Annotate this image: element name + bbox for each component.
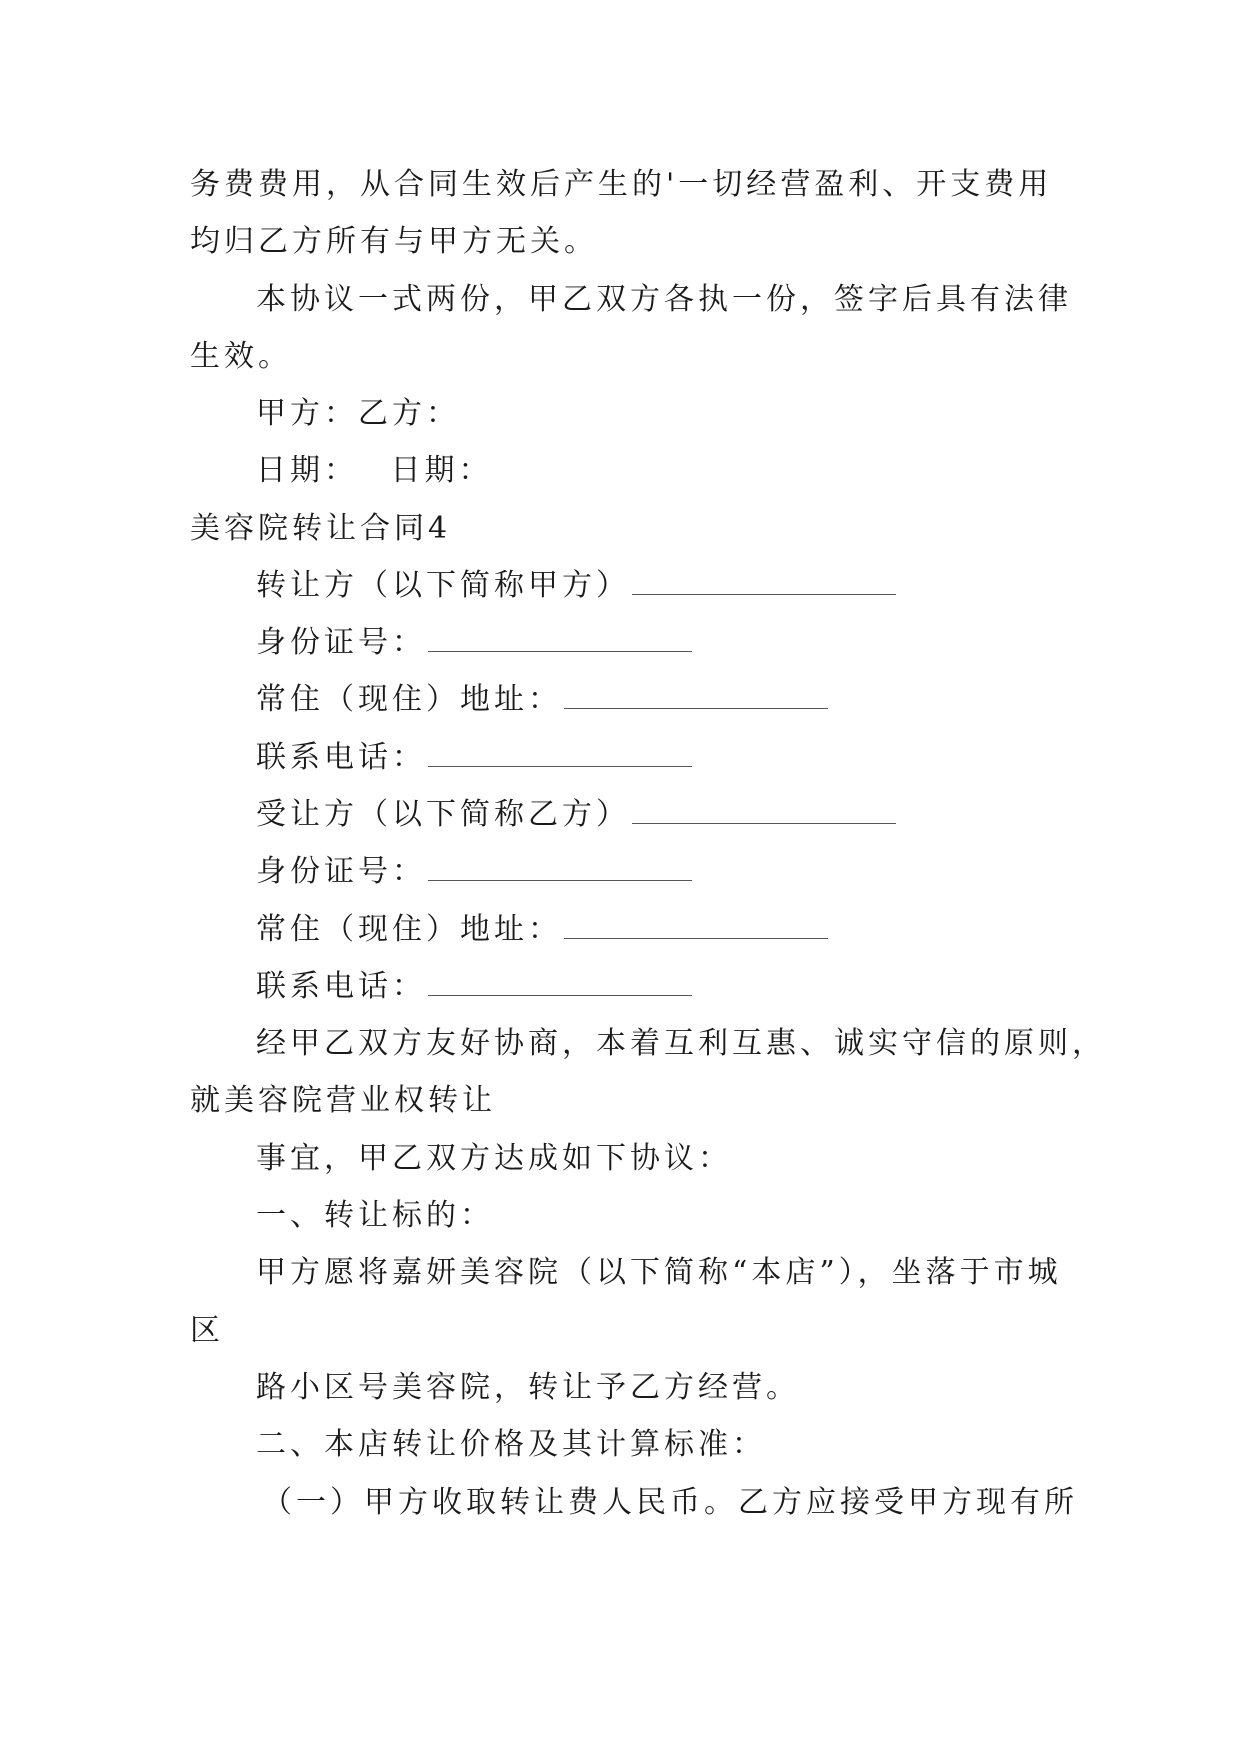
paragraph-line: 就美容院营业权转让 — [190, 1083, 496, 1118]
blank-line — [632, 568, 896, 595]
blank-line — [428, 740, 692, 767]
blank-line — [632, 797, 896, 824]
blank-line — [428, 854, 692, 881]
field-label: 常住（现住）地址： — [256, 682, 562, 717]
paragraph-line: 务费费用，从合同生效后产生的'一切经营盈利、开支费用 — [190, 167, 1053, 202]
field-label: 身份证号： — [256, 625, 426, 660]
form-field — [256, 738, 1116, 778]
form-field — [256, 680, 1116, 720]
paragraph-line: 本协议一式两份，甲乙双方各执一份，签字后具有法律 — [256, 282, 1072, 317]
signature-line: 甲方：乙方： — [256, 396, 460, 431]
paragraph-line: 生效。 — [190, 339, 292, 374]
blank-line — [428, 625, 692, 652]
field-label: 转让方（以下简称甲方） — [256, 568, 630, 603]
form-field — [256, 910, 1116, 950]
clause-heading: 一、转让标的： — [256, 1198, 494, 1233]
field-label: 常住（现住）地址： — [256, 912, 562, 947]
paragraph-line: 经甲乙双方友好协商，本着互利互惠、诚实守信的原则， — [256, 1026, 1106, 1061]
blank-line — [564, 682, 828, 709]
field-label: 身份证号： — [256, 854, 426, 889]
paragraph-line: 均归乙方所有与甲方无关。 — [190, 224, 598, 259]
form-field — [256, 566, 1116, 606]
form-field — [256, 795, 1116, 835]
field-label: 联系电话： — [256, 969, 426, 1004]
clause-heading: 二、本店转让价格及其计算标准： — [256, 1427, 766, 1462]
form-field — [256, 623, 1116, 663]
paragraph-line: 区 — [190, 1313, 224, 1348]
blank-line — [564, 912, 828, 939]
field-label: 受让方（以下简称乙方） — [256, 797, 630, 832]
date-line: 日期： 日期： — [256, 453, 493, 488]
paragraph-line: （一）甲方收取转让费人民币。乙方应接受甲方现有所 — [262, 1485, 1078, 1520]
blank-line — [428, 969, 692, 996]
paragraph-line: 路小区号美容院，转让予乙方经营。 — [256, 1370, 800, 1405]
section-title: 美容院转让合同4 — [190, 511, 452, 546]
paragraph-line: 甲方愿将嘉妍美容院（以下简称“本店”），坐落于市城 — [256, 1255, 1062, 1290]
field-label: 联系电话： — [256, 740, 426, 775]
form-field — [256, 967, 1116, 1007]
paragraph-line: 事宜，甲乙双方达成如下协议： — [256, 1141, 732, 1176]
form-field — [256, 852, 1116, 892]
